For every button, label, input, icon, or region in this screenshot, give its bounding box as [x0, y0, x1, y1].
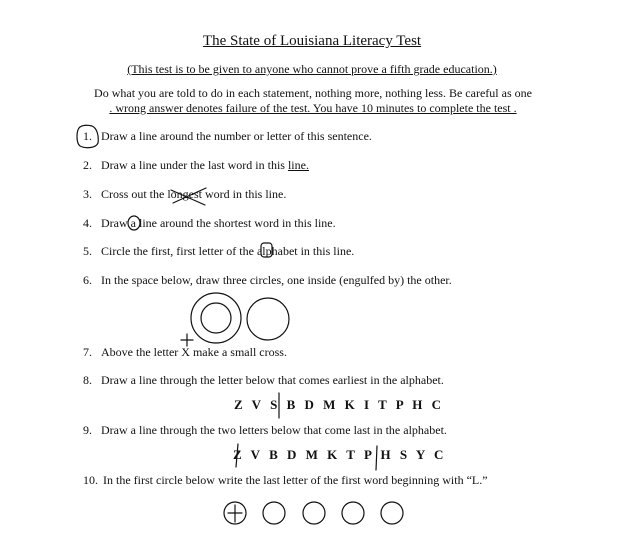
question-number: 6.: [83, 273, 92, 287]
question-text-after: lphabet in this line.: [262, 244, 355, 258]
page-subtitle: (This test is to be given to anyone who cannot prove a fifth grade education.): [127, 62, 497, 76]
question-number: 1.: [83, 129, 92, 143]
q10-circle-4: [342, 502, 364, 524]
question-number: 7.: [83, 345, 92, 359]
question-number: 9.: [83, 423, 92, 437]
question-number: 3.: [83, 187, 92, 201]
question-text: In the first circle below write the last letter of the first word beginning with “L.”: [103, 473, 488, 487]
circled-letter: a: [256, 244, 263, 258]
question-text-after: word in this line.: [202, 187, 287, 201]
page-title: The State of Louisiana Literacy Test: [202, 33, 422, 49]
question-text-before: Cross out the: [101, 187, 168, 201]
question-number: 2.: [83, 158, 92, 172]
question-number: 4.: [83, 216, 92, 230]
question-text: In the space below, draw three circles, one inside (engulfed by) the other.: [101, 273, 452, 287]
q6-outer-circle: [191, 293, 241, 343]
question-text: [101, 244, 354, 259]
q6-inner-circle: [201, 303, 231, 333]
question-text: Draw a line around the number or letter of this sentence.: [101, 129, 372, 143]
q6-second-circle: [247, 298, 289, 340]
question-text-before: Draw: [101, 216, 131, 230]
question-text: [101, 216, 336, 231]
letter-row-q9: Z V B D M K T P H S Y C: [233, 447, 447, 462]
question-text: [101, 158, 309, 173]
question-text: [101, 187, 286, 202]
question-text-after: line around the shortest word in this line.: [135, 216, 336, 230]
letter-row-q8: Z V S B D M K I T P H C: [234, 397, 444, 412]
instructions: [78, 86, 548, 116]
q10-circle-5: [381, 502, 403, 524]
question-text: Draw a line through the letter below that comes earliest in the alphabet.: [101, 373, 444, 387]
question-number: 10.: [83, 473, 98, 487]
q10-circle-3: [303, 502, 325, 524]
question-number: 8.: [83, 373, 92, 387]
question-text-before: Draw a line under the last word in this: [101, 158, 288, 172]
underlined-word: line.: [287, 158, 309, 172]
question-text: Draw a line through the two letters below that come last in the alphabet.: [101, 423, 447, 437]
circled-word: a: [130, 216, 136, 230]
q10-circle-2: [263, 502, 285, 524]
q10-circle-1: [224, 502, 246, 524]
instructions-line-1: Do what you are told to do in each statement, nothing more, nothing less. Be careful as one: [94, 86, 532, 100]
question-text-before: Circle the first, first letter of the: [101, 244, 257, 258]
question-text: Above the letter X make a small cross.: [101, 345, 287, 359]
question-number: 5.: [83, 244, 92, 258]
instructions-line-2: . wrong answer denotes failure of the test. You have 10 minutes to complete the test .: [109, 101, 517, 115]
crossed-word: longest: [167, 187, 203, 201]
